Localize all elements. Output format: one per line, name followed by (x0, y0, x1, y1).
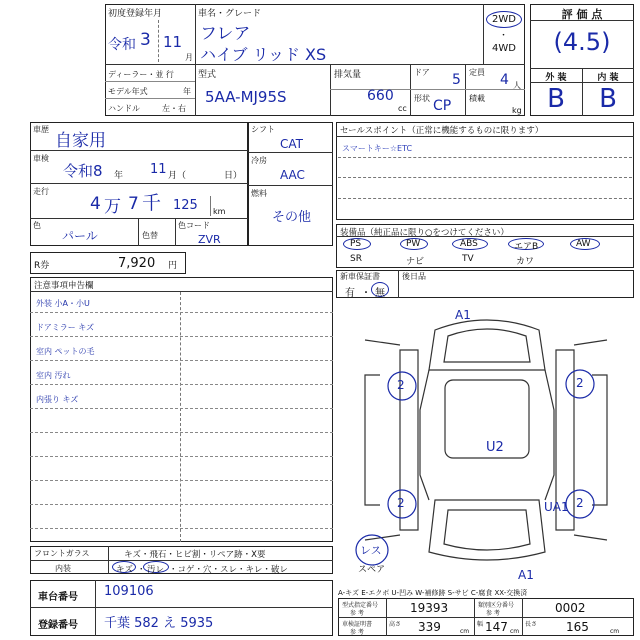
rating-value: (4.5) (553, 28, 611, 56)
color-code-label: 色コード (178, 221, 210, 230)
first-registration-era: 令和 (108, 37, 136, 53)
warranty-no: 無 (375, 288, 385, 299)
shape-value: CP (433, 98, 452, 114)
door-value: 5 (452, 72, 461, 88)
usage-label: 車歴 (33, 125, 49, 134)
spare-handwritten: レス (360, 544, 382, 557)
height-value: 339 (418, 620, 441, 634)
inspection-year-unit: 年 (114, 171, 124, 181)
spare-label: スペア (358, 565, 386, 575)
mileage-rest: 125 (173, 198, 198, 213)
cert-label: 車検証明書 (342, 621, 373, 628)
usage-value: 自家用 (55, 131, 106, 151)
registration-label: 登録番号 (38, 620, 78, 631)
warranty-dot: ・ (361, 288, 371, 299)
selling-point-item: スマートキー☆ETC (342, 144, 413, 153)
height-unit: cm (460, 628, 470, 635)
equip-airbag: エアB (514, 242, 539, 252)
dealer-label: ディーラー・並 行 (108, 70, 174, 79)
interior-rating: B (599, 84, 617, 114)
type-designation-label: 型式指定番号 (342, 602, 379, 609)
equip-ps: PS (350, 239, 362, 249)
interior-rating-label: 内 装 (597, 73, 619, 83)
inspection-month-unit: 月（ (168, 171, 187, 181)
post-date-label: 後日品 (402, 272, 426, 281)
exterior-rating: B (547, 84, 565, 114)
length-value: 165 (566, 620, 589, 634)
handle-label: ハンドル (108, 104, 140, 113)
wheel-label-rear-right: 2 (576, 496, 584, 510)
car-name: フレア (200, 24, 251, 44)
front-glass-label: フロントガラス (34, 549, 90, 558)
shift-value: CAT (280, 137, 303, 151)
wheel-label-front-right: 2 (576, 376, 584, 390)
door-label: ドア (414, 68, 430, 77)
warranty-label: 新車保証書 (340, 272, 380, 281)
mileage-sen-unit: 千 (142, 192, 162, 214)
type-designation-ref: 参 考 (350, 610, 364, 617)
category-ref: 参 考 (486, 610, 500, 617)
ac-label: 冷房 (251, 156, 267, 165)
note-item: 外装 小A・小U (36, 299, 90, 308)
capacity-label: 定員 (469, 68, 485, 77)
interior-scratch: キズ (116, 565, 133, 575)
wheel-label-rear-left: 2 (397, 496, 405, 510)
note-item: ドアミラー キズ (36, 323, 95, 332)
first-registration-month: 11 (163, 33, 183, 51)
registration-value: 千葉 582 え 5935 (104, 616, 214, 631)
inspection-era: 令和8 (63, 162, 103, 180)
color-code-value: ZVR (198, 233, 221, 246)
note-item: 室内 ペットの毛 (36, 347, 95, 356)
model-year-label: モデル年式 (108, 87, 148, 96)
notes-label: 注意事項申告欄 (34, 281, 94, 291)
wheel-label-front-left: 2 (397, 378, 405, 392)
warranty-yes: 有 (345, 288, 355, 299)
car-grade: ハイブ リッド XS (200, 45, 327, 64)
color-label: 色 (33, 221, 41, 230)
exterior-rating-label: 外 装 (545, 73, 567, 83)
load-unit: kg (512, 106, 522, 115)
width-value: 147 (485, 620, 508, 634)
chassis-label: 車台番号 (38, 592, 78, 603)
mileage-label: 走行 (33, 187, 49, 196)
notes-lines (30, 292, 333, 542)
category-value: 0002 (555, 601, 586, 615)
damage-a1-bottom: A1 (518, 568, 534, 582)
model-label: 型式 (198, 70, 217, 80)
fuel-value: その他 (272, 210, 312, 225)
length-label: 長さ (525, 621, 538, 628)
color-swap-label: 色替 (142, 231, 158, 240)
month-unit: 月 (185, 53, 193, 62)
fuel-label: 燃料 (251, 189, 267, 198)
drive-4wd: 4WD (492, 43, 516, 54)
equip-sr: SR (350, 254, 362, 264)
height-label: 高さ (389, 621, 402, 628)
diagram-rear-outline (429, 500, 545, 560)
equip-pw: PW (406, 239, 421, 249)
mileage-man-unit: 万 (104, 197, 121, 217)
inspection-day-unit: 日） (224, 171, 243, 181)
note-item: 内張り キズ (36, 395, 79, 404)
recycle-box (30, 252, 186, 274)
ac-value: AAC (280, 168, 305, 182)
load-label: 積載 (469, 94, 485, 103)
capacity-value: 4 (500, 72, 509, 88)
drive-dot: ・ (499, 31, 509, 41)
displacement-value: 660 (367, 88, 394, 104)
first-registration-label: 初度登録年月 (108, 9, 163, 19)
equip-navi: ナビ (406, 257, 425, 267)
chassis-value: 109106 (104, 584, 154, 599)
note-item: 室内 汚れ (36, 371, 71, 380)
equip-leather: カワ (516, 257, 535, 267)
recycle-label: R券 (34, 261, 50, 271)
interior-dirt: 汚レ (147, 565, 165, 575)
damage-ua1: UA1 (544, 500, 569, 514)
mileage-man: 4 (90, 194, 101, 214)
interior-label: 内装 (55, 564, 71, 573)
color-value: パール (62, 229, 98, 243)
rating-label: 評 価 点 (561, 8, 603, 21)
equip-aw: AW (576, 239, 591, 249)
damage-u2: U2 (486, 440, 504, 455)
model-year-unit: 年 (183, 87, 191, 96)
inspection-month: 11 (150, 162, 167, 177)
inspection-label: 車検 (33, 154, 49, 163)
cert-ref: 参 考 (350, 629, 364, 636)
category-label: 類別区分番号 (478, 602, 515, 609)
equip-abs: ABS (460, 239, 478, 249)
shift-label: シフト (251, 125, 275, 134)
interior-dot: ・ (137, 565, 146, 575)
model-value: 5AA-MJ95S (205, 88, 287, 106)
mileage-unit: km (213, 207, 226, 216)
capacity-unit: 人 (513, 81, 521, 90)
diagram-body-outline (420, 370, 554, 500)
width-label: 幅 (477, 621, 484, 628)
displacement-unit: cc (398, 104, 407, 113)
interior-others: ・コゲ・穴・スレ・キレ・破レ (169, 565, 288, 575)
equipment-label: 装備品（純正品に限り○をつけてください） (340, 228, 509, 238)
car-name-label: 車名・グレード (198, 9, 262, 19)
selling-points-label: セールスポイント（正常に機能するものに限ります） (340, 126, 544, 136)
front-glass-value: キズ・飛石・ヒビ割・リペア跡・X要 (124, 550, 266, 560)
displacement-label: 排気量 (334, 70, 362, 80)
handle-options: 左・右 (162, 104, 186, 113)
width-unit: cm (510, 628, 520, 635)
first-registration-year: 3 (140, 30, 151, 50)
length-unit: cm (610, 628, 620, 635)
shape-label: 形状 (414, 94, 430, 103)
drive-2wd: 2WD (492, 14, 516, 25)
equip-tv: TV (462, 254, 474, 264)
damage-a1-top: A1 (455, 308, 471, 322)
mileage-sen: 7 (128, 194, 139, 214)
recycle-value: 7,920 (118, 256, 156, 271)
damage-legend: A-キズ E-エクボ U-凹み W-補修跡 S-サビ C-腐食 XX-交換済 (338, 589, 528, 597)
type-designation-value: 19393 (410, 601, 449, 615)
recycle-unit: 円 (168, 261, 178, 271)
